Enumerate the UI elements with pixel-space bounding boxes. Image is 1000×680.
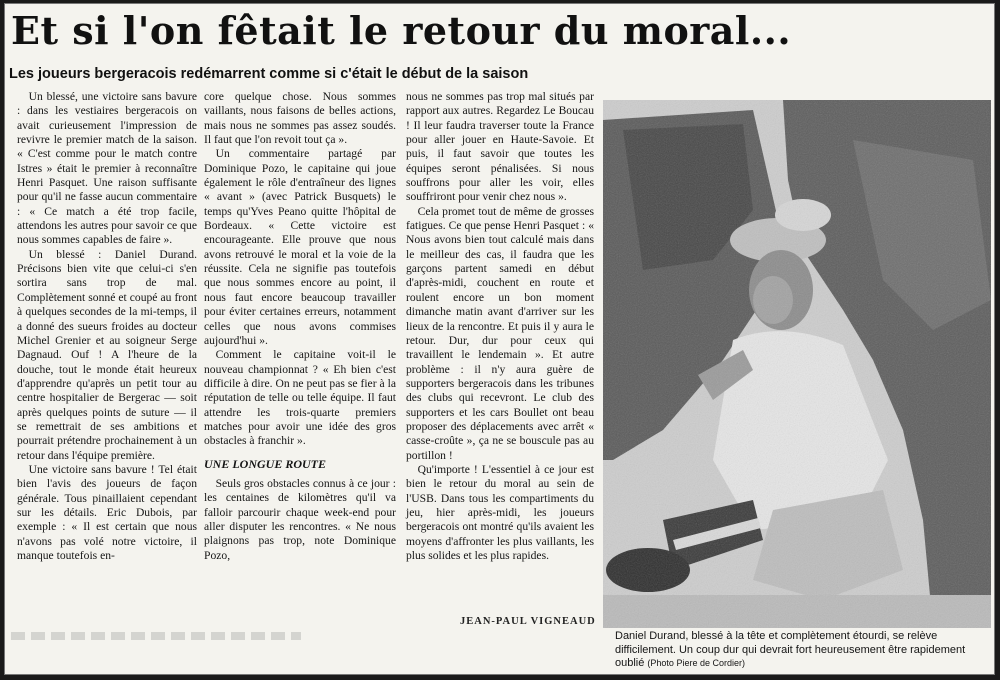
paragraph: Cela promet tout de même de grosses fatigues. Ce que pense Henri Pasquet : « Nous avons bien tout calculé mais dans le meilleur des cas, il faudra que les garçons partent samedi en début d'après-midi, couchent en route et roulent encore un bon moment dimanche matin avant d'arriver sur les lieux de la rencontre. Et puis il y aura le retour. Dur, dur pour ceux qui travaillent le lendemain ». Et autre problème : il n'y aura guère de supporters bergeracois dans les tribunes des clubs qui recevront. Le club des supporters et les cars Boullet ont beau proposer des déplacements avec arrêt « casse-croûte », ça ne se bouscule pas au portillon ! <box>406 204 594 462</box>
byline: JEAN-PAUL VIGNEAUD <box>460 616 596 627</box>
paragraph: Un blessé, une victoire sans bavure : dans les vestiaires bergeracois on avait curieusement l'impression de revivre le premier match de la saison. « C'est comme pour le match contre Istres » était le premier à reconnaître Henri Pasquet. Une raison suffisante pour qu'il ne fasse aucun commentaire : « Ce match a été trop facile, attendons les autres pour savoir ce que nous sommes capables de faire ». <box>17 90 197 247</box>
photo-caption <box>615 630 990 671</box>
paragraph: Un commentaire partagé par Dominique Pozo, le capitaine qui joue également le rôle d'entraîneur des lignes « avant » (avec Patrick Busquets) le temps qu'Yves Peano quitte l'hôpital de Bordeaux. « Cette victoire est encourageante. Elle prouve que nous avons retrouvé le moral et la voie de la réussite. Cela ne signifie pas toutefois que nous sommes encore au point, il nous faut encore beaucoup travailler pour éviter certaines erreurs, notamment celles que nous avons commises aujourd'hui ». <box>204 147 396 347</box>
photo-credit: (Photo Piere de Cordier) <box>647 658 745 668</box>
paragraph: core quelque chose. Nous sommes vaillants, nous faisons de belles actions, mais nous ne sommes pas assez soudés. Il faut que l'on revoit tout ça ». <box>204 90 396 147</box>
paragraph: Comment le capitaine voit-il le nouveau championnat ? « Eh bien c'est difficile à dire. On ne peut pas se fier à la réputation de telle ou telle équipe. Il faut attendre les trois-quarte premiers matches pour avoir une idée des gros obstacles à franchir ». <box>204 348 396 448</box>
caption-text: Daniel Durand, blessé à la tête et complètement étourdi, se relève difficilement. Un coup dur qui devrait fort heureusement être rapidement oublié <box>615 630 966 669</box>
injured-player-photo <box>603 100 991 628</box>
paragraph: Seuls gros obstacles connus à ce jour : les centaines de kilomètres qu'il va falloir parcourir chaque week-end pour aller disputer les rencontres. « Ne nous plaignons pas trop, note Dominique Pozo, <box>204 476 396 562</box>
article-column-3 <box>406 90 594 563</box>
paragraph: Qu'importe ! L'essentiel à ce jour est bien le retour du moral au sein de l'USB. Dans tous les compartiments du jeu, hier après-midi, les joueurs bergeracois ont montré qu'ils avaient les moyens d'affronter les plus vaillants, les plus solides et les plus rapides. <box>406 462 594 562</box>
subheadline: Les joueurs bergeracois redémarrent comme si c'était le début de la saison <box>9 66 529 82</box>
news-photo <box>603 100 991 628</box>
paragraph: Une victoire sans bavure ! Tel était bien l'avis des joueurs de façon générale. Tous pinaillaient cependant sur les détails. Eric Dubois, par exemple : « Il est certain que nous n'avons pas volé notre victoire, il manque toutefois en- <box>17 462 197 562</box>
newspaper-clipping <box>5 4 994 674</box>
headline: Et si l'on fêtait le retour du moral... <box>11 8 792 53</box>
paragraph: Un blessé : Daniel Durand. Précisons bien vite que celui-ci s'en sortira sans trop de mal. Complètement sonné et coupé au front à quelques secondes de la mi-temps, il a donné des sueurs froides au docteur Michel Grenier et au soigneur Serge Dagnaud. Ouf ! A l'heure de la douche, tout le monde était heureux d'apprendre qu'après un petit tour au centre hospitalier de Bergerac — soit après quelques points de suture — il se remettrait de ses ambitions et pourrait prétendre prochainement à un retour dans l'équipe première. <box>17 247 197 462</box>
print-smudge <box>11 632 301 640</box>
article-column-2 <box>204 90 396 563</box>
section-subhead: UNE LONGUE ROUTE <box>204 456 327 471</box>
article-column-1 <box>17 90 197 563</box>
paragraph: nous ne sommes pas trop mal situés par rapport aux autres. Regardez Le Boucau ! Il leur faudra traverser toute la France pour aller jouer en Haute-Savoie. Et puis, il faut savoir que toutes les équipes seront pénalisées. Si nous souffrons pour aller les voir, elles souffriront pour venir chez nous ». <box>406 90 594 204</box>
